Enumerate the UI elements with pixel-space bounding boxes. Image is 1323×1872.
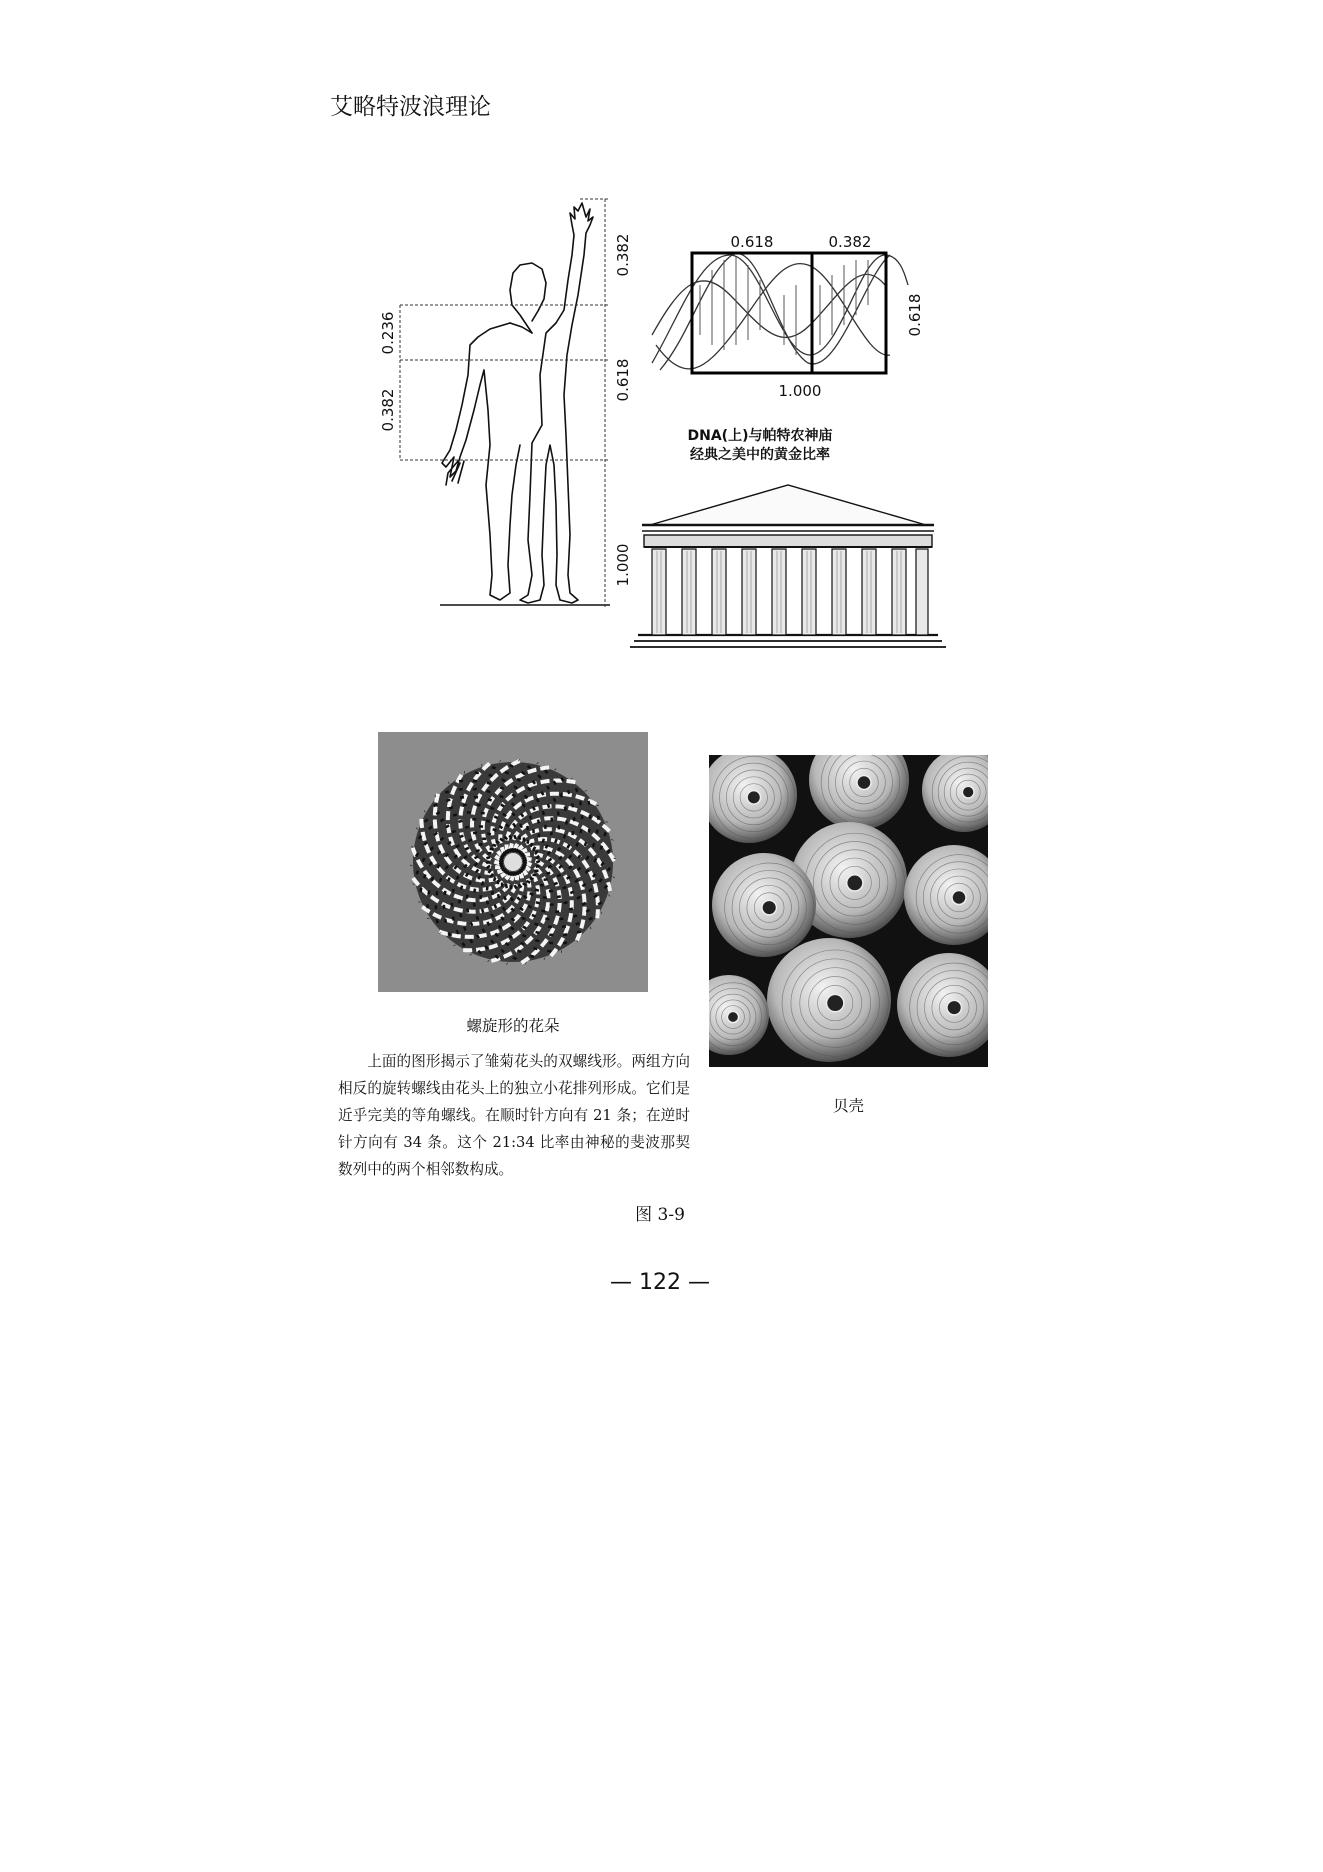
label-torso-right: 0.618 bbox=[614, 358, 632, 402]
dna-parthenon-caption bbox=[640, 427, 880, 465]
dna-label-bottom: 1.000 bbox=[778, 382, 822, 400]
spiral-flower-photo bbox=[378, 732, 648, 992]
golden-ratio-figure bbox=[360, 195, 1000, 725]
flower-description: 上面的图形揭示了雏菊花头的双螺线形。两组方向相反的旋转螺线由花头上的独立小花排列形成。它们是近乎完美的等角螺线。在顺时针方向有 21 条；在逆时针方向有 34 条。这个 21:34 比率由神秘的斐波那契数列中的两个相邻数构成。 bbox=[338, 1053, 690, 1178]
dna-label-right-side: 0.618 bbox=[906, 293, 924, 337]
dna-caption-line-2: 经典之美中的黄金比率 bbox=[690, 447, 830, 463]
spiral-flower-image bbox=[378, 732, 648, 992]
label-head-left: 0.236 bbox=[379, 311, 397, 355]
shell-caption: 贝壳 bbox=[832, 1097, 864, 1115]
flower-caption: 螺旋形的花朵 bbox=[466, 1017, 560, 1035]
dna-base-pairs bbox=[700, 257, 868, 355]
dna-golden-rectangle bbox=[692, 253, 886, 373]
page-number: — 122 — bbox=[610, 1270, 710, 1295]
proportion-guides bbox=[400, 199, 610, 607]
sea-shells-image bbox=[709, 755, 988, 1067]
dna-label-top-right: 0.382 bbox=[828, 233, 872, 251]
label-arm-top: 0.382 bbox=[614, 233, 632, 277]
label-height-total: 1.000 bbox=[614, 543, 632, 587]
book-title: 艾略特波浪理论 bbox=[330, 94, 491, 120]
parthenon-columns bbox=[652, 549, 928, 635]
dna-helix bbox=[652, 254, 908, 370]
figure-label: 图 3-9 bbox=[635, 1205, 685, 1225]
dna-caption-line-1: DNA(上)与帕特农神庙 bbox=[687, 428, 833, 444]
dna-label-top-left: 0.618 bbox=[730, 233, 774, 251]
sea-shells-photo bbox=[709, 755, 988, 1067]
human-figure bbox=[442, 203, 593, 603]
label-chest-left: 0.382 bbox=[379, 388, 397, 432]
